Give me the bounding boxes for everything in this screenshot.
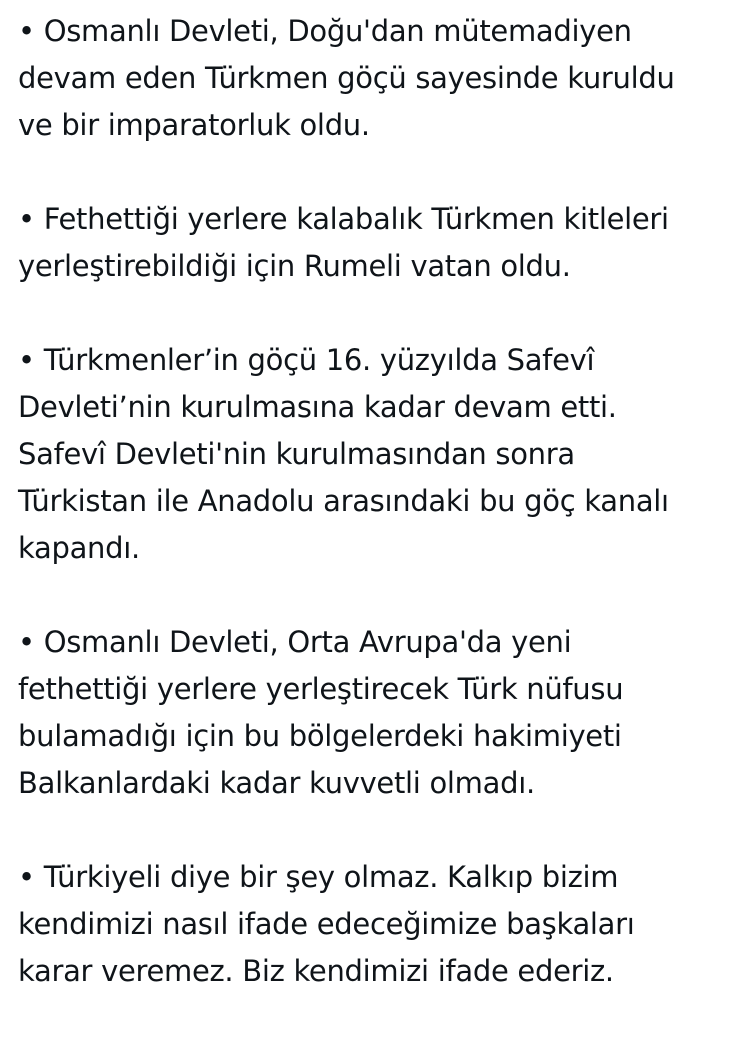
text-line: yerleştirebildiği için Rumeli vatan oldu. bbox=[18, 249, 571, 283]
text-line: fethettiği yerlere yerleştirecek Türk nüfusu bbox=[18, 672, 624, 706]
text-line: kapandı. bbox=[18, 531, 140, 565]
text-line: Balkanlardaki kadar kuvvetli olmadı. bbox=[18, 766, 535, 800]
text-line: Devleti’nin kurulmasına kadar devam etti. bbox=[18, 390, 617, 424]
paragraph-3 bbox=[18, 337, 738, 572]
text-line: ve bir imparatorluk oldu. bbox=[18, 108, 370, 142]
text-line: bulamadığı için bu bölgelerdeki hakimiyeti bbox=[18, 719, 622, 753]
paragraph-5 bbox=[18, 854, 738, 995]
text-line: • Türkmenler’in göçü 16. yüzyılda Safevî bbox=[18, 343, 595, 377]
text-line: • Osmanlı Devleti, Doğu'dan mütemadiyen bbox=[18, 14, 632, 48]
text-line: devam eden Türkmen göçü sayesinde kuruldu bbox=[18, 61, 675, 95]
text-line: • Osmanlı Devleti, Orta Avrupa'da yeni bbox=[18, 625, 572, 659]
text-line: Türkistan ile Anadolu arasındaki bu göç kanalı bbox=[18, 484, 669, 518]
text-line: karar veremez. Biz kendimizi ifade ederiz. bbox=[18, 954, 614, 988]
text-line: Safevî Devleti'nin kurulmasından sonra bbox=[18, 437, 575, 471]
text-line: • Türkiyeli diye bir şey olmaz. Kalkıp bizim bbox=[18, 860, 619, 894]
paragraph-1 bbox=[18, 8, 738, 149]
text-line: kendimizi nasıl ifade edeceğimize başkaları bbox=[18, 907, 635, 941]
post-body bbox=[18, 8, 738, 1042]
text-line: • Fethettiği yerlere kalabalık Türkmen kitleleri bbox=[18, 202, 669, 236]
paragraph-4 bbox=[18, 619, 738, 807]
paragraph-2 bbox=[18, 196, 738, 290]
